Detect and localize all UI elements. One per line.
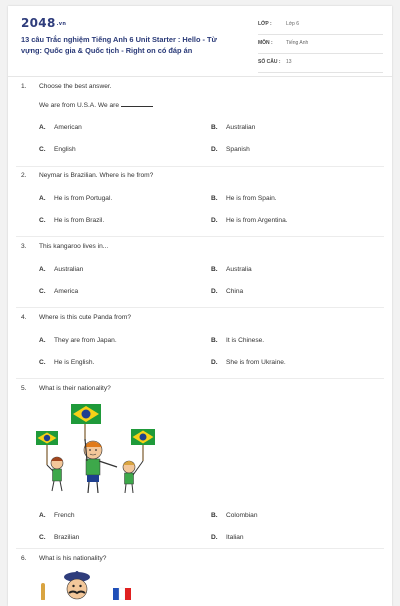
question-text: What is their nationality? bbox=[39, 385, 111, 392]
option-text: English bbox=[54, 146, 76, 153]
question-number: 1. bbox=[21, 83, 27, 90]
meta-panel bbox=[258, 16, 383, 73]
option-letter: C. bbox=[39, 217, 46, 224]
question-3 bbox=[21, 243, 381, 303]
option-text: They are from Japan. bbox=[54, 337, 117, 344]
option-letter: B. bbox=[211, 266, 218, 273]
option-letter: D. bbox=[211, 217, 218, 224]
option-text: American bbox=[54, 124, 82, 131]
brazil-flag-right bbox=[131, 429, 155, 461]
question-sentence bbox=[39, 101, 153, 109]
option-text: America bbox=[54, 288, 79, 295]
option-text: French bbox=[54, 512, 75, 519]
brazil-flag-center bbox=[71, 404, 101, 441]
question-text: Where is this cute Panda from? bbox=[39, 314, 131, 321]
logo-suffix: .vn bbox=[56, 20, 67, 27]
option-letter: C. bbox=[39, 534, 46, 541]
option-text: He is from Brazil. bbox=[54, 217, 105, 224]
option-b[interactable] bbox=[211, 512, 258, 519]
option-c[interactable] bbox=[39, 217, 104, 224]
option-b[interactable] bbox=[211, 124, 255, 131]
option-d[interactable] bbox=[211, 146, 250, 153]
option-text: Australian bbox=[54, 266, 84, 273]
option-letter: B. bbox=[211, 337, 218, 344]
question-1 bbox=[21, 83, 381, 163]
option-c[interactable] bbox=[39, 288, 78, 295]
meta-key: LỚP : bbox=[258, 21, 272, 27]
meta-value: 13 bbox=[286, 59, 292, 65]
option-letter: C. bbox=[39, 359, 46, 366]
option-d[interactable] bbox=[211, 288, 243, 295]
option-b[interactable] bbox=[211, 337, 264, 344]
question-4 bbox=[21, 314, 381, 374]
divider bbox=[16, 236, 384, 237]
option-d[interactable] bbox=[211, 359, 286, 366]
question-2 bbox=[21, 172, 381, 232]
meta-row-class bbox=[258, 16, 383, 35]
answer-blank bbox=[121, 101, 153, 107]
french-man-image bbox=[41, 571, 131, 600]
option-a[interactable] bbox=[39, 337, 117, 344]
divider bbox=[16, 307, 384, 308]
baguette-icon bbox=[41, 583, 45, 600]
meta-row-subject bbox=[258, 35, 383, 54]
beret-man-figure bbox=[64, 571, 90, 599]
option-text: He is English. bbox=[54, 359, 95, 366]
question-text: This kangaroo lives in... bbox=[39, 243, 109, 250]
logo-text: 2048 bbox=[21, 16, 56, 30]
option-letter: B. bbox=[211, 512, 218, 519]
question-number: 3. bbox=[21, 243, 27, 250]
girl-figure-left bbox=[47, 457, 63, 491]
option-letter: A. bbox=[39, 195, 46, 202]
france-flag bbox=[113, 588, 131, 600]
option-b[interactable] bbox=[211, 195, 277, 202]
question-number: 2. bbox=[21, 172, 27, 179]
question-number: 6. bbox=[21, 555, 27, 562]
question-6 bbox=[21, 555, 381, 600]
worksheet-header bbox=[8, 6, 392, 77]
meta-key: SỐ CÂU : bbox=[258, 59, 281, 65]
option-a[interactable] bbox=[39, 124, 82, 131]
option-letter: D. bbox=[211, 359, 218, 366]
sentence-text: We are from U.S.A. We are bbox=[39, 102, 120, 109]
option-letter: A. bbox=[39, 124, 46, 131]
option-c[interactable] bbox=[39, 359, 94, 366]
question-text: Choose the best answer. bbox=[39, 83, 112, 90]
option-letter: B. bbox=[211, 195, 218, 202]
divider bbox=[16, 378, 384, 379]
worksheet-page bbox=[8, 6, 392, 606]
option-c[interactable] bbox=[39, 534, 79, 541]
option-d[interactable] bbox=[211, 217, 288, 224]
meta-value: Tiếng Anh bbox=[286, 40, 309, 46]
option-text: Spanish bbox=[226, 146, 250, 153]
site-logo[interactable] bbox=[21, 16, 66, 30]
option-letter: A. bbox=[39, 512, 46, 519]
option-c[interactable] bbox=[39, 146, 76, 153]
question-text: Neymar is Brazilian. Where is he from? bbox=[39, 172, 154, 179]
option-b[interactable] bbox=[211, 266, 252, 273]
option-d[interactable] bbox=[211, 534, 244, 541]
option-letter: A. bbox=[39, 266, 46, 273]
option-letter: A. bbox=[39, 337, 46, 344]
option-letter: C. bbox=[39, 146, 46, 153]
option-text: He is from Portugal. bbox=[54, 195, 113, 202]
option-text: Colombian bbox=[226, 512, 258, 519]
option-a[interactable] bbox=[39, 512, 75, 519]
option-letter: C. bbox=[39, 288, 46, 295]
kids-with-brazil-flags-image bbox=[35, 403, 155, 495]
divider bbox=[16, 548, 384, 549]
question-number: 4. bbox=[21, 314, 27, 321]
option-text: Italian bbox=[226, 534, 244, 541]
option-text: It is Chinese. bbox=[226, 337, 265, 344]
page-title: 13 câu Trắc nghiệm Tiếng Anh 6 Unit Starter : Hello - Từ vựng: Quốc gia & Quốc tịch - Right on có đáp án bbox=[21, 35, 217, 55]
option-text: Australia bbox=[226, 266, 252, 273]
option-letter: D. bbox=[211, 534, 218, 541]
option-letter: D. bbox=[211, 288, 218, 295]
option-text: She is from Ukraine. bbox=[226, 359, 286, 366]
option-a[interactable] bbox=[39, 195, 112, 202]
divider bbox=[16, 166, 384, 167]
option-text: Australian bbox=[226, 124, 256, 131]
meta-row-count bbox=[258, 54, 383, 73]
option-letter: B. bbox=[211, 124, 218, 131]
girl-figure-right bbox=[123, 461, 143, 493]
meta-value: Lớp 6 bbox=[286, 21, 300, 27]
option-letter: D. bbox=[211, 146, 218, 153]
option-a[interactable] bbox=[39, 266, 83, 273]
question-5 bbox=[21, 385, 381, 545]
question-number: 5. bbox=[21, 385, 27, 392]
boy-figure-center bbox=[84, 439, 117, 493]
question-text: What is his nationality? bbox=[39, 555, 107, 562]
option-text: Brazilian bbox=[54, 534, 80, 541]
option-text: He is from Argentina. bbox=[226, 217, 288, 224]
option-text: China bbox=[226, 288, 244, 295]
option-text: He is from Spain. bbox=[226, 195, 277, 202]
meta-key: MÔN : bbox=[258, 40, 273, 46]
